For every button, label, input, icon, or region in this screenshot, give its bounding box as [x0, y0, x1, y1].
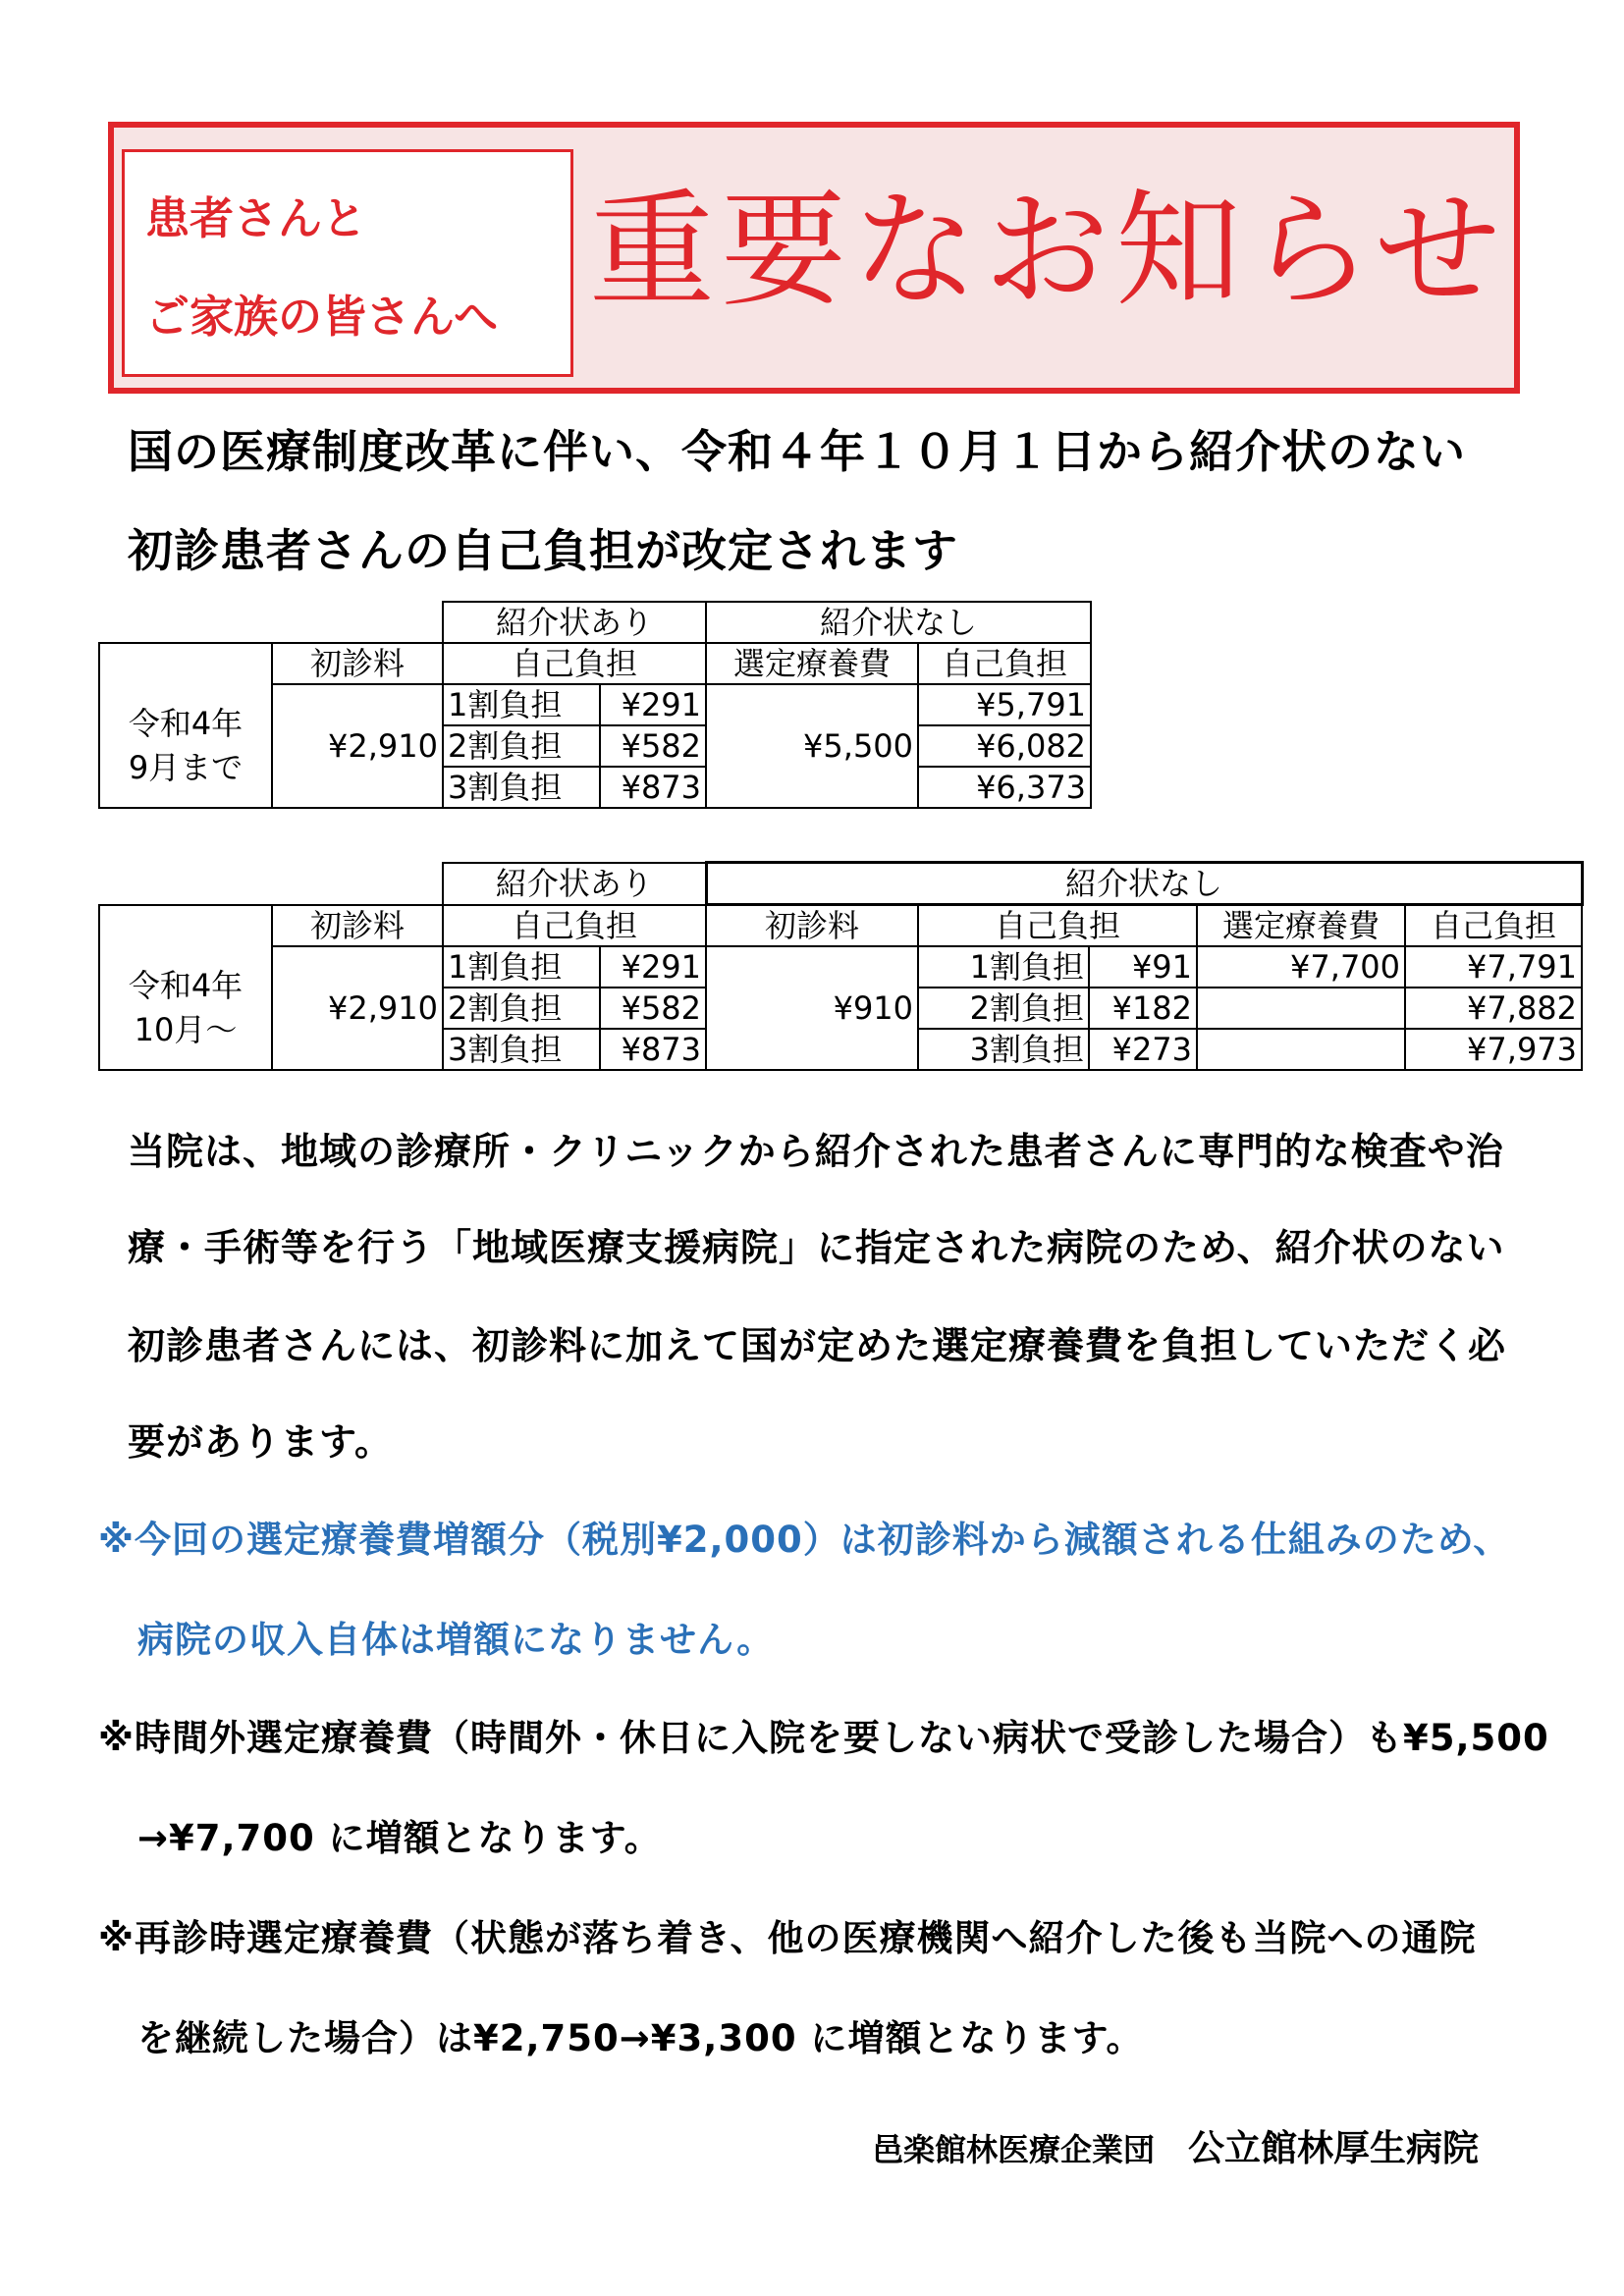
note-1-line-2: 病院の収入自体は増額になりません。: [137, 1619, 775, 1661]
ratio-2: 2割負担: [443, 988, 600, 1029]
total-3: ¥7,973: [1405, 1029, 1582, 1070]
fee-table-before: [98, 601, 1092, 809]
body-line-3: 初診患者さんには、初診料に加えて国が定めた選定療養費を負担していただく必: [128, 1324, 1507, 1367]
total-1: ¥7,791: [1405, 946, 1582, 988]
self-pay-2: ¥582: [600, 725, 706, 767]
addressee-line-1: 患者さんと: [145, 192, 367, 244]
fee-table-after: [98, 861, 1584, 1071]
lead-line-1: 国の医療制度改革に伴い、令和４年１０月１日から紹介状のない: [128, 425, 1466, 478]
period-line-1: 令和4年: [128, 704, 244, 742]
footer-organization: 邑楽館林医療企業団: [872, 2131, 1156, 2168]
ratio-1: 1割負担: [443, 946, 600, 988]
header-first-visit-fee: 初診料: [272, 905, 443, 947]
header-first-visit-fee-2: 初診料: [706, 905, 918, 947]
body-line-2: 療・手術等を行う「地域医療支援病院」に指定された病院のため、紹介状のない: [128, 1226, 1505, 1269]
header-selected-fee: 選定療養費: [1197, 905, 1405, 947]
note-3-line-2: を継続した場合）は¥2,750→¥3,300 に増額となります。: [137, 2017, 1144, 2059]
header-self-pay-2: 自己負担: [918, 905, 1197, 947]
self-pay2-1: ¥91: [1089, 946, 1197, 988]
notice-title: 重要なお知らせ: [589, 178, 1507, 324]
self-pay-2: ¥582: [600, 988, 706, 1029]
ratio-2: 2割負担: [443, 725, 600, 767]
total-1: ¥5,791: [918, 684, 1091, 725]
body-line-4: 要があります。: [128, 1420, 393, 1464]
ratio-3: 3割負担: [443, 1029, 600, 1070]
selected-fee: ¥5,500: [706, 684, 918, 808]
ratio-3: 3割負担: [443, 767, 600, 808]
header-self-pay-3: 自己負担: [1405, 905, 1582, 947]
selected-fee: ¥7,700: [1197, 946, 1405, 988]
total-2: ¥6,082: [918, 725, 1091, 767]
note-2-line-2: →¥7,700 に増額となります。: [137, 1817, 662, 1859]
footer-hospital: 公立館林厚生病院: [1188, 2127, 1480, 2169]
self-pay-3: ¥873: [600, 1029, 706, 1070]
period-line-1: 令和4年: [128, 966, 244, 1004]
period-line-2: 9月まで: [128, 748, 244, 786]
period-line-2: 10月～: [134, 1010, 238, 1048]
header-self-pay-2: 自己負担: [918, 643, 1091, 684]
first-visit-fee-2: ¥910: [706, 946, 918, 1070]
self-pay2-2: ¥182: [1089, 988, 1197, 1029]
period-cell: [99, 946, 272, 1070]
ratio2-3: 3割負担: [918, 1029, 1089, 1070]
period-cell: [99, 684, 272, 808]
self-pay-1: ¥291: [600, 684, 706, 725]
header-first-visit-fee: 初診料: [272, 643, 443, 684]
self-pay-1: ¥291: [600, 946, 706, 988]
note-1-line-1: ※今回の選定療養費増額分（税別¥2,000）は初診料から減額される仕組みのため、: [98, 1519, 1511, 1561]
footer-signature: [872, 2118, 1479, 2171]
self-pay2-3: ¥273: [1089, 1029, 1197, 1070]
header-without-referral: 紹介状なし: [706, 863, 1582, 905]
ratio2-1: 1割負担: [918, 946, 1089, 988]
header-without-referral: 紹介状なし: [706, 602, 1091, 643]
ratio-1: 1割負担: [443, 684, 600, 725]
total-2: ¥7,882: [1405, 988, 1582, 1029]
self-pay-3: ¥873: [600, 767, 706, 808]
header-self-pay: 自己負担: [443, 643, 706, 684]
body-line-1: 当院は、地域の診療所・クリニックから紹介された患者さんに専門的な検査や治: [128, 1130, 1504, 1173]
header-with-referral: 紹介状あり: [443, 602, 706, 643]
first-visit-fee: ¥2,910: [272, 946, 443, 1070]
first-visit-fee: ¥2,910: [272, 684, 443, 808]
selected-fee-empty-3: [1197, 1029, 1405, 1070]
note-3-line-1: ※再診時選定療養費（状態が落ち着き、他の医療機関へ紹介した後も当院への通院: [98, 1917, 1477, 1959]
lead-line-2: 初診患者さんの自己負担が改定されます: [128, 524, 958, 577]
note-2-line-1: ※時間外選定療養費（時間外・休日に入院を要しない病状で受診した場合）も¥5,500: [98, 1717, 1549, 1759]
total-3: ¥6,373: [918, 767, 1091, 808]
header-with-referral: 紹介状あり: [443, 863, 706, 905]
header-selected-fee: 選定療養費: [706, 643, 918, 684]
ratio2-2: 2割負担: [918, 988, 1089, 1029]
addressee-line-2: ご家族の皆さんへ: [145, 291, 499, 343]
header-self-pay: 自己負担: [443, 905, 706, 947]
selected-fee-empty-2: [1197, 988, 1405, 1029]
